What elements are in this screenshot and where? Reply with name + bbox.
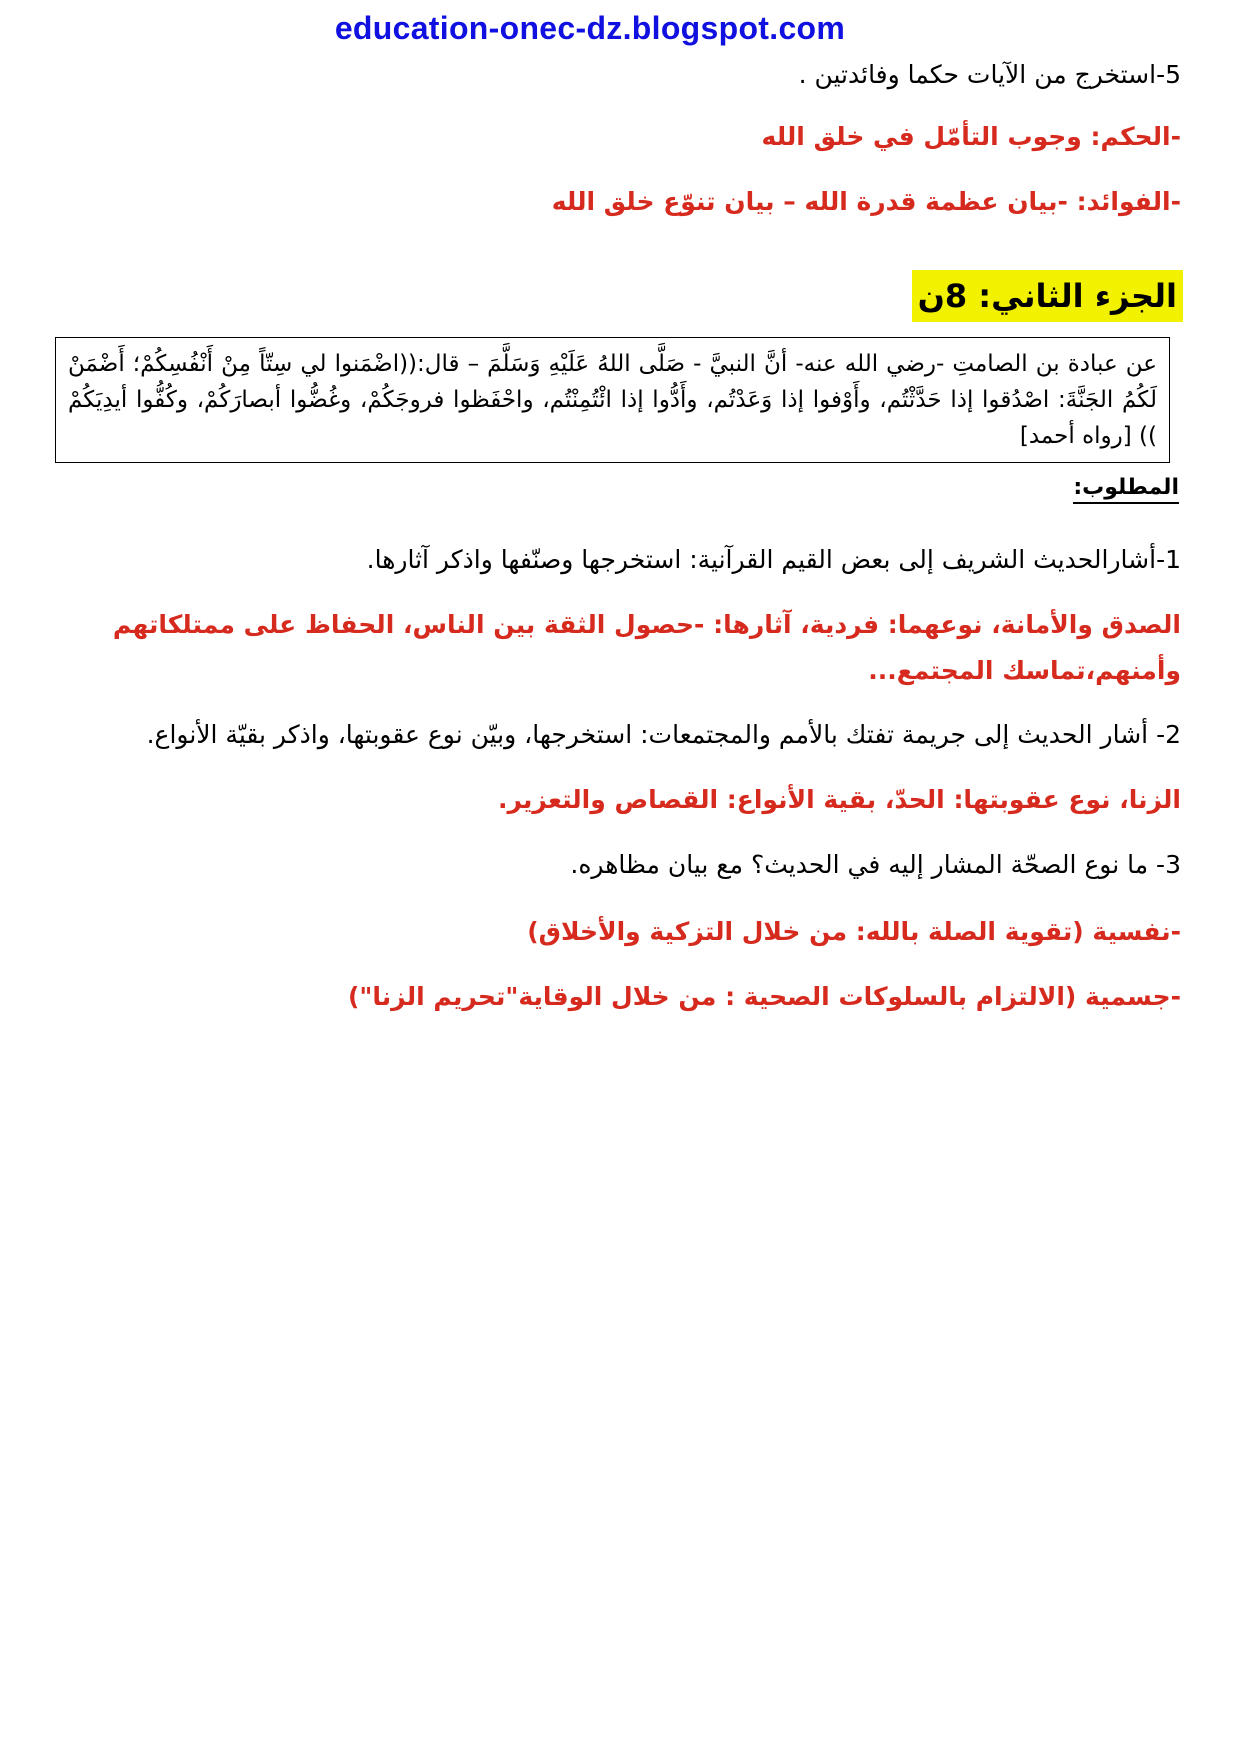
hadith-text-box: عن عبادة بن الصامتِ -رضي الله عنه- أنَّ النبيَّ - صَلَّى اللهُ عَلَيْهِ وَسَلَّمَ – قال:((اضْمَنوا لي سِتّاً مِنْ أَنْفُسِكُمْ؛ أَضْمَنْ لَكُمُ الجَنَّةَ: اصْدُقوا إذا حَدَّثْتُم، وأَوْفوا إذا وَعَدْتُم، وأَدُّوا إذا ائْتُمِنْتُم، واحْفَظوا فروجَكُمْ، وغُضُّوا أبصارَكُمْ، وكُفُّوا أيدِيَكُمْ )) [رواه أحمد] (55, 337, 1170, 463)
answer-2: الزنا، نوع عقوبتها: الحدّ، بقية الأنواع: القصاص والتعزير. (497, 785, 1181, 814)
question-2: 2- أشار الحديث إلى جريمة تفتك بالأمم والمجتمعات: استخرجها، وبيّن نوع عقوبتها، واذكر بقيّة الأنواع. (146, 720, 1181, 749)
site-url[interactable]: education-onec-dz.blogspot.com (334, 10, 846, 46)
question-1: 1-أشارالحديث الشريف إلى بعض القيم القرآنية: استخرجها وصنّفها واذكر آثارها. (366, 545, 1181, 574)
part-two-title: الجزء الثاني: 8ن (912, 270, 1183, 322)
answer-5-benefits: -الفوائد: -بيان عظمة قدرة الله – بيان تنوّع خلق الله (551, 187, 1181, 216)
question-3: 3- ما نوع الصحّة المشار إليه في الحديث؟ مع بيان مظاهره. (570, 850, 1181, 879)
required-label: المطلوب: (1073, 475, 1179, 504)
answer-3-physical: -جسمية (الالتزام بالسلوكات الصحية : من خلال الوقاية"تحريم الزنا") (347, 982, 1181, 1011)
answer-3-psychological: -نفسية (تقوية الصلة بالله: من خلال التزكية والأخلاق) (527, 917, 1181, 946)
question-5: 5-استخرج من الآيات حكما وفائدتين . (798, 60, 1181, 89)
answer-1: الصدق والأمانة، نوعهما: فردية، آثارها: -حصول الثقة بين الناس، الحفاظ على ممتلكاتهم وأمنهم،تماسك المجتمع... (112, 610, 1181, 685)
answer-5-ruling: -الحكم: وجوب التأمّل في خلق الله (761, 122, 1181, 151)
